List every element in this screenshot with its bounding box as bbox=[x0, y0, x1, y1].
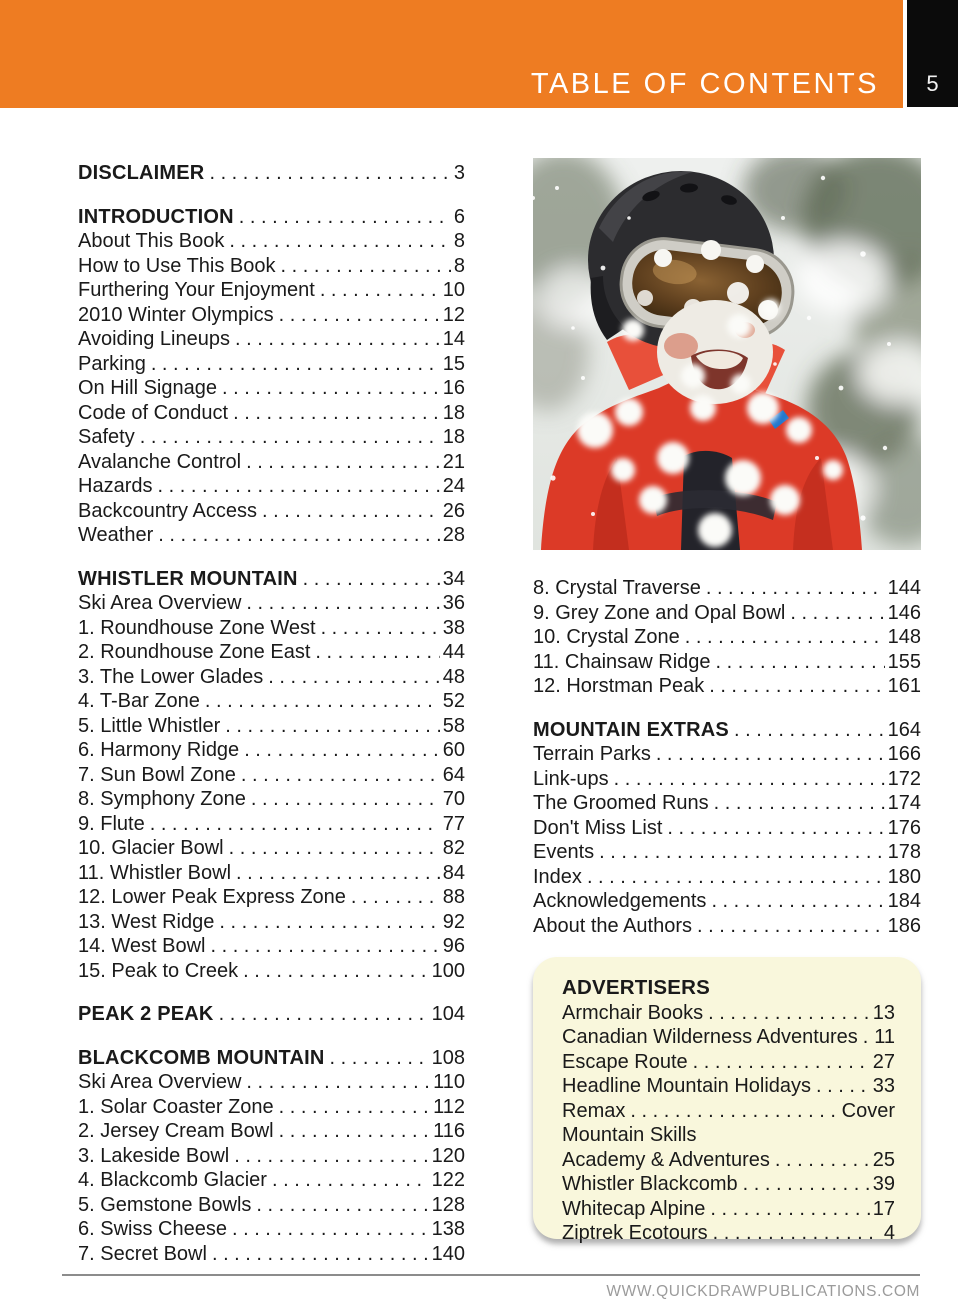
toc-entry-page: 18 bbox=[442, 401, 465, 424]
toc-entry-page: 82 bbox=[442, 837, 465, 859]
toc-entry-label: 15. Peak to Creek bbox=[78, 959, 239, 982]
toc-entry-label: About the Authors bbox=[533, 914, 693, 937]
toc-entry-page: 180 bbox=[887, 865, 921, 888]
toc-entry-label: Furthering Your Enjoyment bbox=[78, 279, 315, 301]
toc-entry-page: 77 bbox=[442, 812, 465, 835]
toc-entry-label: 12. Horstman Peak bbox=[533, 675, 705, 697]
toc-entry-page: 8 bbox=[453, 254, 465, 277]
toc-entry-page: 58 bbox=[442, 714, 465, 737]
dot-leader bbox=[225, 714, 439, 739]
toc-entry-page: 84 bbox=[442, 861, 465, 884]
toc-entry bbox=[78, 327, 465, 352]
dot-leader bbox=[315, 640, 439, 665]
toc-section bbox=[533, 576, 921, 699]
toc-entry-label: 1. Solar Coaster Zone bbox=[78, 1095, 274, 1118]
toc-entry-page: 10 bbox=[442, 279, 465, 301]
toc-entry-label: 11. Whistler Bowl bbox=[78, 861, 232, 884]
toc-entry-label: 1. Roundhouse Zone West bbox=[78, 616, 316, 639]
toc-entry-label: Ziptrek Ecotours bbox=[562, 1222, 708, 1244]
toc-entry bbox=[78, 499, 465, 524]
toc-entry-page: 11 bbox=[874, 1026, 895, 1048]
toc-section-title: INTRODUCTION bbox=[78, 205, 234, 228]
toc-entry-label: 8. Crystal Traverse bbox=[533, 577, 701, 599]
toc-entry-page: Cover bbox=[841, 1099, 895, 1122]
toc-entry bbox=[78, 450, 465, 475]
toc-entry bbox=[562, 1025, 895, 1050]
toc-section bbox=[78, 567, 465, 984]
toc-entry-label: 6. Harmony Ridge bbox=[78, 739, 240, 761]
toc-entry-page: 108 bbox=[431, 1046, 465, 1069]
toc-entry-page: 18 bbox=[442, 426, 465, 448]
toc-entry-page: 172 bbox=[887, 767, 921, 790]
toc-entry bbox=[78, 401, 465, 426]
toc-entry-page: 60 bbox=[442, 739, 465, 761]
dot-leader bbox=[697, 914, 885, 939]
dot-leader bbox=[150, 812, 440, 837]
toc-entry-label: About This Book bbox=[78, 230, 225, 252]
toc-entry bbox=[562, 1148, 895, 1173]
toc-entry-page: 25 bbox=[872, 1148, 895, 1171]
toc-entry-page: 34 bbox=[442, 567, 465, 590]
toc-entry-label: Terrain Parks bbox=[533, 743, 651, 765]
toc-entry-label: The Groomed Runs bbox=[533, 792, 709, 814]
dot-leader bbox=[790, 601, 884, 626]
toc-entry bbox=[562, 1074, 895, 1099]
toc-entry-page: 44 bbox=[442, 641, 465, 663]
toc-entry bbox=[78, 714, 465, 739]
toc-left-column bbox=[78, 161, 465, 1266]
toc-entry-label: 3. The Lower Glades bbox=[78, 665, 264, 688]
toc-entry-page: 33 bbox=[872, 1075, 895, 1097]
toc-section-title: PEAK 2 PEAK bbox=[78, 1003, 214, 1025]
toc-entry bbox=[78, 523, 465, 548]
toc-entry-page: 14 bbox=[442, 328, 465, 350]
toc-entry-label: 2. Roundhouse Zone East bbox=[78, 641, 311, 663]
toc-entry-page: 8 bbox=[453, 230, 465, 252]
toc-entry-label: Hazards bbox=[78, 475, 153, 497]
toc-entry-label: 5. Gemstone Bowls bbox=[78, 1193, 252, 1216]
toc-entry-label: 9. Flute bbox=[78, 812, 145, 835]
dot-leader bbox=[587, 865, 885, 890]
toc-entry-page: 164 bbox=[887, 718, 921, 741]
toc-entry-page: 24 bbox=[442, 475, 465, 497]
toc-entry bbox=[78, 763, 465, 788]
toc-entry-label: Index bbox=[533, 865, 582, 888]
toc-entry bbox=[78, 303, 465, 328]
dot-leader bbox=[151, 352, 440, 377]
toc-section bbox=[78, 1046, 465, 1267]
toc-section bbox=[78, 1002, 465, 1027]
toc-entry bbox=[78, 787, 465, 812]
toc-entry-label: 2010 Winter Olympics bbox=[78, 303, 274, 326]
dot-leader bbox=[693, 1050, 870, 1075]
toc-entry bbox=[562, 1221, 895, 1246]
dot-leader bbox=[351, 885, 440, 910]
toc-entry bbox=[533, 816, 921, 841]
footer-divider bbox=[62, 1274, 920, 1276]
toc-entry-label: 10. Crystal Zone bbox=[533, 626, 680, 648]
dot-leader bbox=[714, 791, 885, 816]
dot-leader bbox=[320, 278, 440, 303]
toc-section-heading bbox=[533, 718, 921, 743]
dot-leader bbox=[246, 591, 439, 616]
dot-leader bbox=[157, 474, 439, 499]
dot-leader bbox=[614, 767, 885, 792]
toc-entry-label: On Hill Signage bbox=[78, 377, 217, 399]
toc-entry-page: 52 bbox=[442, 690, 465, 712]
dot-leader bbox=[656, 742, 885, 767]
toc-entry-page: 104 bbox=[431, 1003, 465, 1025]
toc-entry-page: 17 bbox=[872, 1197, 895, 1220]
toc-entry-page: 92 bbox=[442, 910, 465, 933]
toc-entry-label: 14. West Bowl bbox=[78, 935, 206, 957]
dot-leader bbox=[239, 205, 451, 230]
toc-entry-page: 100 bbox=[431, 959, 465, 982]
toc-entry bbox=[78, 665, 465, 690]
advertisers-heading-row bbox=[562, 976, 895, 1001]
toc-entry-label: Canadian Wilderness Adventures bbox=[562, 1026, 858, 1048]
dot-leader bbox=[219, 910, 439, 935]
snowy-skier-photo bbox=[533, 158, 921, 550]
page-number: 5 bbox=[926, 71, 939, 96]
dot-leader bbox=[205, 689, 440, 714]
toc-entry-page: 70 bbox=[442, 788, 465, 810]
toc-entry-label: 7. Secret Bowl bbox=[78, 1242, 207, 1265]
dot-leader bbox=[281, 254, 451, 279]
toc-entry bbox=[78, 640, 465, 665]
toc-entry-page: 110 bbox=[433, 1071, 465, 1093]
toc-entry bbox=[78, 812, 465, 837]
toc-entry-label: 7. Sun Bowl Zone bbox=[78, 763, 236, 786]
dot-leader bbox=[272, 1168, 429, 1193]
toc-entry-page: 174 bbox=[887, 792, 921, 814]
toc-entry-page: 16 bbox=[442, 377, 465, 399]
toc-entry bbox=[78, 959, 465, 984]
toc-entry-label: 9. Grey Zone and Opal Bowl bbox=[533, 601, 786, 624]
toc-entry-page: 144 bbox=[887, 577, 921, 599]
page-title: TABLE OF CONTENTS bbox=[530, 68, 879, 100]
dot-leader bbox=[234, 1144, 428, 1169]
toc-entry bbox=[78, 1242, 465, 1267]
dot-leader bbox=[246, 1070, 430, 1095]
toc-section-title: DISCLAIMER bbox=[78, 162, 205, 184]
dot-leader bbox=[209, 161, 450, 186]
dot-leader bbox=[630, 1099, 838, 1124]
toc-entry-label: Acknowledgements bbox=[533, 890, 707, 912]
dot-leader bbox=[229, 836, 440, 861]
dot-leader bbox=[685, 625, 885, 650]
dot-leader bbox=[158, 523, 440, 548]
toc-entry bbox=[78, 934, 465, 959]
toc-section-heading bbox=[78, 161, 465, 186]
toc-entry bbox=[78, 352, 465, 377]
toc-entry-label: 4. Blackcomb Glacier bbox=[78, 1169, 267, 1191]
dot-leader bbox=[236, 861, 440, 886]
dot-leader bbox=[279, 303, 440, 328]
toc-entry bbox=[533, 865, 921, 890]
toc-section-heading bbox=[78, 205, 465, 230]
toc-entry-page: 116 bbox=[433, 1120, 465, 1142]
dot-leader bbox=[244, 738, 440, 763]
toc-entry bbox=[78, 254, 465, 279]
toc-entry-label: Avalanche Control bbox=[78, 450, 242, 473]
dot-leader bbox=[743, 1172, 870, 1197]
toc-entry bbox=[533, 914, 921, 939]
toc-entry-label: Whitecap Alpine bbox=[562, 1197, 706, 1220]
toc-entry-page: 155 bbox=[887, 650, 921, 673]
toc-entry bbox=[78, 474, 465, 499]
dot-leader bbox=[706, 576, 885, 601]
page-number-box bbox=[907, 0, 958, 107]
toc-entry-label: Ski Area Overview bbox=[78, 592, 242, 614]
dot-leader bbox=[321, 616, 440, 641]
toc-section bbox=[78, 161, 465, 186]
toc-right-list bbox=[533, 576, 921, 938]
toc-entry bbox=[562, 1001, 895, 1026]
toc-entry bbox=[533, 791, 921, 816]
toc-section-heading bbox=[78, 1046, 465, 1071]
toc-entry bbox=[533, 674, 921, 699]
toc-entry-page: 166 bbox=[887, 743, 921, 765]
toc-entry-label: 4. T-Bar Zone bbox=[78, 690, 200, 712]
toc-entry-label: Remax bbox=[562, 1099, 626, 1122]
advertisers-heading: ADVERTISERS bbox=[562, 976, 711, 999]
toc-entry bbox=[78, 689, 465, 714]
toc-entry-page: 28 bbox=[442, 524, 465, 546]
toc-entry-page: 146 bbox=[887, 601, 921, 624]
toc-entry bbox=[562, 1197, 895, 1222]
toc-entry bbox=[533, 742, 921, 767]
toc-entry-page: 112 bbox=[433, 1095, 465, 1118]
toc-entry-label: Don't Miss List bbox=[533, 816, 663, 839]
toc-entry-label: 3. Lakeside Bowl bbox=[78, 1144, 230, 1167]
header-bar bbox=[0, 0, 903, 108]
dot-leader bbox=[219, 1002, 429, 1027]
dot-leader bbox=[816, 1074, 870, 1099]
toc-section-title: WHISTLER MOUNTAIN bbox=[78, 567, 298, 590]
toc-entry-label: Code of Conduct bbox=[78, 401, 229, 424]
toc-entry bbox=[78, 738, 465, 763]
dot-leader bbox=[268, 665, 439, 690]
toc-entry-label: Avoiding Lineups bbox=[78, 328, 230, 350]
toc-entry-page: 48 bbox=[442, 665, 465, 688]
toc-entry-page: 122 bbox=[431, 1169, 465, 1191]
advertisers-box bbox=[533, 957, 921, 1244]
toc-section-heading bbox=[78, 567, 465, 592]
toc-entry bbox=[78, 1095, 465, 1120]
toc-entry-page: 184 bbox=[887, 890, 921, 912]
toc-entry bbox=[78, 376, 465, 401]
toc-entry-page: 3 bbox=[453, 162, 465, 184]
toc-entry bbox=[533, 767, 921, 792]
toc-entry-label: 12. Lower Peak Express Zone bbox=[78, 886, 346, 908]
toc-entry-page: 4 bbox=[883, 1222, 895, 1244]
toc-entry bbox=[78, 885, 465, 910]
toc-entry bbox=[533, 840, 921, 865]
toc-entry-label: Safety bbox=[78, 426, 135, 448]
toc-entry-page: 178 bbox=[887, 841, 921, 863]
toc-entry-page: 96 bbox=[442, 935, 465, 957]
toc-entry bbox=[533, 889, 921, 914]
toc-entry-label: Headline Mountain Holidays bbox=[562, 1075, 812, 1097]
dot-leader bbox=[775, 1148, 870, 1173]
toc-entry-label: 11. Chainsaw Ridge bbox=[533, 650, 711, 673]
dot-leader bbox=[256, 1193, 428, 1218]
dot-leader bbox=[303, 567, 440, 592]
toc-entry bbox=[78, 278, 465, 303]
dot-leader bbox=[210, 934, 439, 959]
toc-entry-label: Weather bbox=[78, 524, 154, 546]
toc-entry-label: 2. Jersey Cream Bowl bbox=[78, 1120, 274, 1142]
toc-section bbox=[78, 205, 465, 548]
toc-entry-page: 36 bbox=[442, 592, 465, 614]
toc-entry bbox=[78, 910, 465, 935]
dot-leader bbox=[235, 327, 440, 352]
toc-section-title: BLACKCOMB MOUNTAIN bbox=[78, 1046, 325, 1069]
dot-leader bbox=[241, 763, 440, 788]
toc-entry-page: 176 bbox=[887, 816, 921, 839]
dot-leader bbox=[863, 1025, 872, 1050]
toc-entry bbox=[533, 650, 921, 675]
toc-entry bbox=[562, 1099, 895, 1124]
toc-entry-label: Link-ups bbox=[533, 767, 609, 790]
toc-entry-label: 6. Swiss Cheese bbox=[78, 1218, 227, 1240]
dot-leader bbox=[708, 1001, 870, 1026]
toc-entry-label: 8. Symphony Zone bbox=[78, 788, 246, 810]
footer-url: WWW.QUICKDRAWPUBLICATIONS.COM bbox=[606, 1283, 920, 1300]
dot-leader bbox=[251, 787, 440, 812]
dot-leader bbox=[599, 840, 884, 865]
toc-entry-page: 6 bbox=[453, 205, 465, 228]
toc-entry-page: 38 bbox=[442, 616, 465, 639]
toc-entry-label: Ski Area Overview bbox=[78, 1071, 242, 1093]
toc-entry-label: Academy & Adventures bbox=[562, 1148, 770, 1171]
toc-entry-page: 128 bbox=[431, 1193, 465, 1216]
toc-entry bbox=[78, 1070, 465, 1095]
toc-entry bbox=[562, 1172, 895, 1197]
toc-section-heading bbox=[78, 1002, 465, 1027]
dot-leader bbox=[262, 499, 440, 524]
toc-entry-page: 120 bbox=[431, 1144, 465, 1167]
toc-entry-page: 64 bbox=[442, 763, 465, 786]
toc-entry-label: Whistler Blackcomb bbox=[562, 1173, 738, 1195]
toc-entry bbox=[78, 591, 465, 616]
toc-entry bbox=[78, 1168, 465, 1193]
dot-leader bbox=[709, 674, 884, 699]
toc-entry bbox=[562, 1123, 895, 1148]
toc-entry bbox=[78, 1119, 465, 1144]
dot-leader bbox=[667, 816, 884, 841]
dot-leader bbox=[243, 959, 429, 984]
toc-entry bbox=[78, 425, 465, 450]
toc-entry-label: Escape Route bbox=[562, 1050, 688, 1073]
toc-entry bbox=[78, 1193, 465, 1218]
toc-entry-label: 10. Glacier Bowl bbox=[78, 837, 224, 859]
toc-entry-page: 140 bbox=[431, 1242, 465, 1265]
toc-entry bbox=[78, 616, 465, 641]
dot-leader bbox=[710, 1197, 869, 1222]
toc-entry-label: 13. West Ridge bbox=[78, 910, 215, 933]
toc-entry-page: 161 bbox=[887, 675, 921, 697]
toc-entry-label: How to Use This Book bbox=[78, 254, 276, 277]
toc-entry-page: 39 bbox=[872, 1173, 895, 1195]
toc-section bbox=[533, 718, 921, 939]
toc-entry-label: Mountain Skills bbox=[562, 1124, 697, 1146]
toc-entry bbox=[78, 1217, 465, 1242]
dot-leader bbox=[330, 1046, 429, 1071]
toc-entry-page: 88 bbox=[442, 886, 465, 908]
dot-leader bbox=[246, 450, 440, 475]
dot-leader bbox=[140, 425, 440, 450]
toc-entry-page: 13 bbox=[872, 1001, 895, 1024]
dot-leader bbox=[229, 229, 450, 254]
toc-entry-page: 148 bbox=[887, 626, 921, 648]
toc-entry bbox=[533, 576, 921, 601]
toc-entry-label: Events bbox=[533, 841, 595, 863]
dot-leader bbox=[222, 376, 440, 401]
toc-entry-page: 15 bbox=[442, 352, 465, 375]
toc-entry-page: 21 bbox=[442, 450, 465, 473]
dot-leader bbox=[716, 650, 885, 675]
toc-right-column bbox=[533, 158, 921, 1244]
toc-entry-page: 27 bbox=[872, 1050, 895, 1073]
toc-entry-page: 138 bbox=[431, 1218, 465, 1240]
toc-entry-label: Parking bbox=[78, 352, 146, 375]
dot-leader bbox=[713, 1221, 881, 1246]
dot-leader bbox=[279, 1119, 430, 1144]
dot-leader bbox=[232, 1217, 429, 1242]
toc-entry bbox=[78, 836, 465, 861]
advertisers-list bbox=[562, 1001, 895, 1246]
toc-entry bbox=[533, 625, 921, 650]
toc-entry bbox=[533, 601, 921, 626]
toc-entry-page: 26 bbox=[442, 499, 465, 522]
dot-leader bbox=[711, 889, 884, 914]
dot-leader bbox=[233, 401, 440, 426]
toc-entry bbox=[78, 1144, 465, 1169]
toc-entry-label: Armchair Books bbox=[562, 1001, 704, 1024]
toc-entry bbox=[78, 229, 465, 254]
dot-leader bbox=[734, 718, 885, 743]
toc-entry bbox=[562, 1050, 895, 1075]
toc-entry bbox=[78, 861, 465, 886]
toc-entry-label: 5. Little Whistler bbox=[78, 714, 221, 737]
toc-entry-page: 186 bbox=[887, 914, 921, 937]
dot-leader bbox=[212, 1242, 429, 1267]
toc-entry-page: 12 bbox=[442, 303, 465, 326]
toc-section-title: MOUNTAIN EXTRAS bbox=[533, 718, 729, 741]
dot-leader bbox=[279, 1095, 430, 1120]
toc-entry-label: Backcountry Access bbox=[78, 499, 257, 522]
